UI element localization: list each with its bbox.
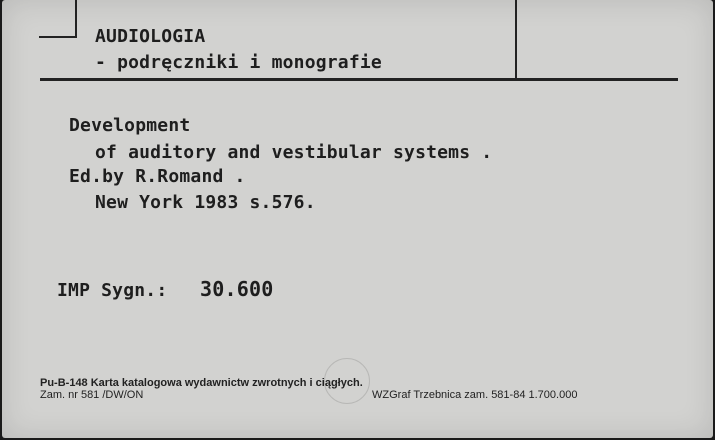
catalog-card: [2, 0, 713, 438]
signature-label: IMP Sygn.:: [57, 280, 168, 301]
header-bottom-rule: [40, 78, 678, 81]
order-number-left: Zam. nr 581 /DW/ON: [40, 389, 144, 401]
subject-heading: AUDIOLOGIA: [95, 26, 206, 47]
header-right-vertical-rule: [515, 0, 517, 80]
printer-imprint-line: Pu-B-148 Karta katalogowa wydawnictw zwrotnych i ciągłych.: [40, 377, 363, 389]
entry-editor: Ed.by R.Romand .: [69, 166, 246, 187]
header-left-vertical-rule: [75, 0, 77, 38]
subject-subheading: - podręczniki i monografie: [95, 52, 382, 73]
entry-title-line2: of auditory and vestibular systems .: [95, 142, 493, 163]
entry-title-line1: Development: [69, 115, 191, 136]
entry-imprint: New York 1983 s.576.: [95, 192, 316, 213]
order-number-right: WZGraf Trzebnica zam. 581-84 1.700.000: [372, 389, 578, 401]
header-top-rule: [39, 36, 77, 38]
signature-value: 30.600: [200, 277, 274, 301]
